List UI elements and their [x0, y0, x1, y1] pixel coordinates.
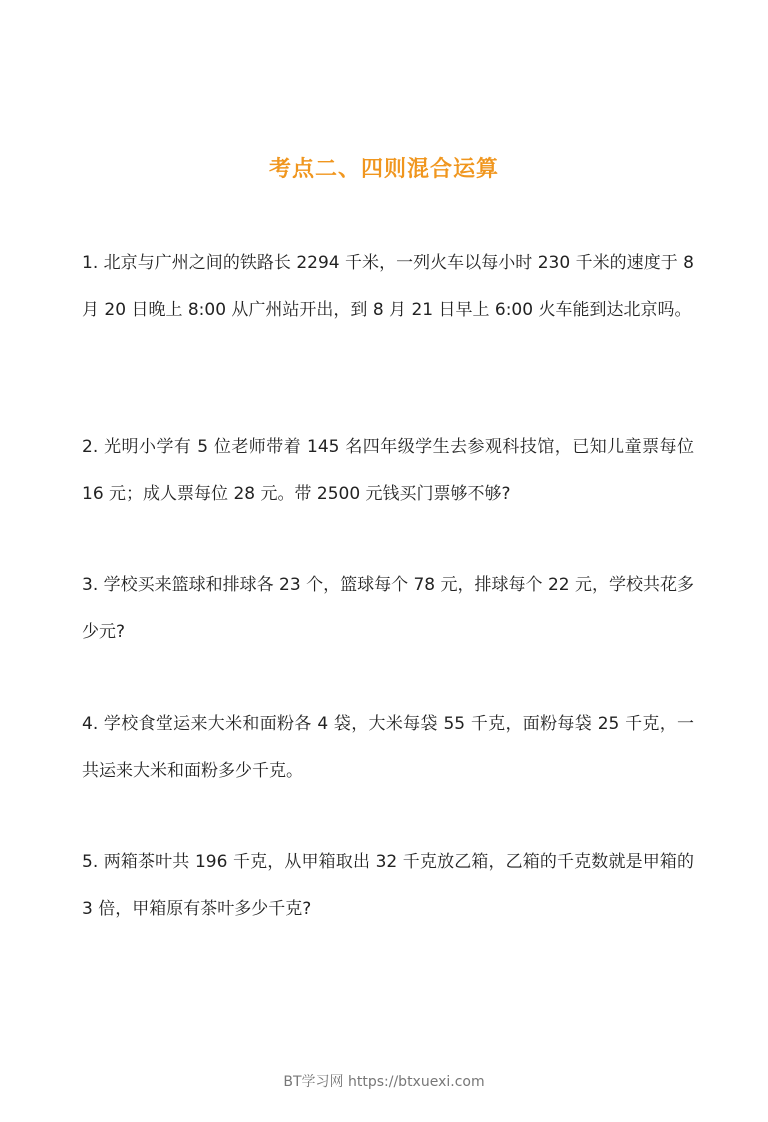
question-2: 2. 光明小学有 5 位老师带着 145 名四年级学生去参观科技馆，已知儿童票每位 16 元；成人票每位 28 元。带 2500 元钱买门票够不够? — [82, 437, 694, 504]
question-5: 5. 两箱茶叶共 196 千克，从甲箱取出 32 千克放乙箱，乙箱的千克数就是甲箱的 3 倍，甲箱原有茶叶多少千克? — [82, 852, 694, 919]
footer-watermark: BT学习网 https://btxuexi.com — [283, 1074, 485, 1090]
page-title: 考点二、四则混合运算 — [268, 157, 499, 182]
question-3: 3. 学校买来篮球和排球各 23 个，篮球每个 78 元，排球每个 22 元，学校共花多少元? — [82, 575, 694, 642]
question-4: 4. 学校食堂运来大米和面粉各 4 袋，大米每袋 55 千克，面粉每袋 25 千克，一共运来大米和面粉多少千克。 — [82, 714, 694, 781]
question-1: 1. 北京与广州之间的铁路长 2294 千米，一列火车以每小时 230 千米的速度于 8 月 20 日晚上 8:00 从广州站开出，到 8 月 21 日早上 6:00 火车能到达北京吗。 — [82, 253, 694, 320]
